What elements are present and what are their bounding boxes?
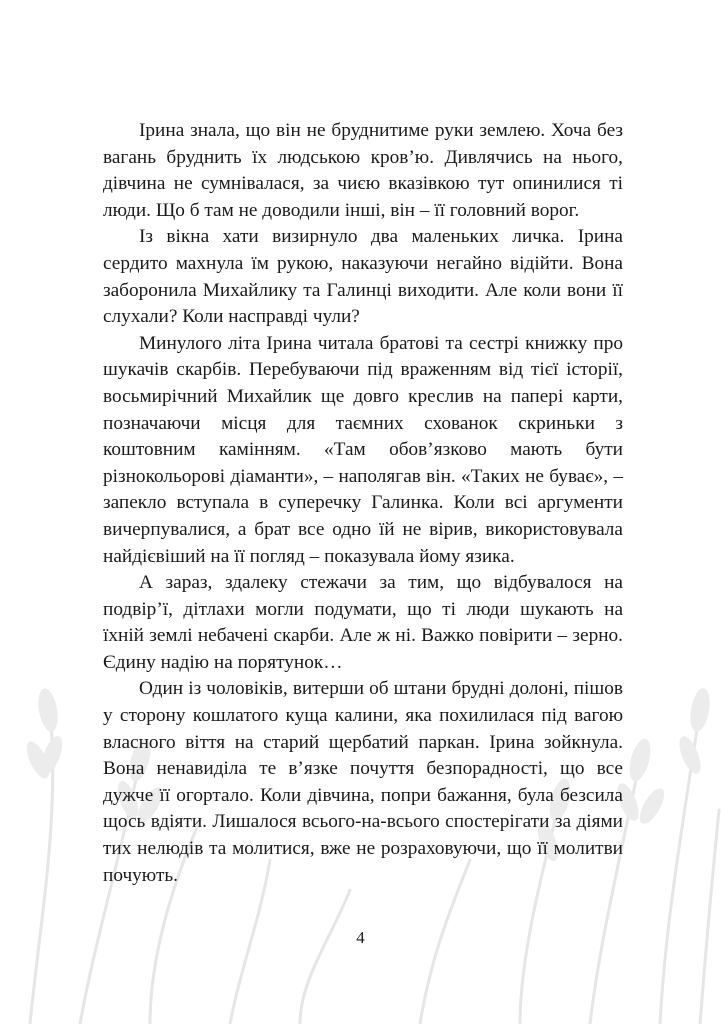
paragraph: Минулого літа Ірина читала братові та сестрі книжку про шукачів скарбів. Перебуваючи під враженням від тієї історії, восьмирічний Михайлик ще довго креслив на папері карти, позначаючи місця для таємних схованок скриньки з коштовним камінням. «Там обов’язково мають бути різнокольорові діаманти», – наполягав він. «Таких не буває», – запекло вступала в суперечку Галинка. Коли всі аргументи вичерпувалися, а брат все одно їй не вірив, використовувала найдієвіший на її погляд – показувала йому язика. — [103, 332, 623, 567]
paragraph: Із вікна хати визирнуло два маленьких личка. Ірина сердито махнула їм рукою, наказуючи негайно відійти. Вона заборонила Михайлику та Галинці виходити. Але коли вони її слухали? Коли насправді чули? — [103, 226, 623, 328]
main-text — [103, 118, 623, 889]
paragraph: Один із чоловіків, витерши об штани брудні долоні, пішов у сторону кошлатого куща калини, яка похилилася під вагою власного віття на старий щербатий паркан. Ірина зойкнула. Вона ненавиділа те в’язке почуття безпорадності, що все дужче її огортало. Коли дівчина, попри бажання, була безсила щось вдіяти. Лишалося всього-на-всього спостерігати за діями тих нелюдів та молитися, вже не розраховуючи, що її молитви почують. — [103, 678, 623, 886]
page-number: 4 — [356, 928, 365, 947]
paragraph: А зараз, здалеку стежачи за тим, що відбувалося на подвір’ї, дітлахи могли подумати, що ті люди шукають на їхній землі небачені скарби. Але ж ні. Важко повірити – зерно. Єдину надію на порятунок… — [103, 572, 623, 673]
paragraph: Ірина знала, що він не бруднитиме руки землею. Хоча без вагань бруднить їх людською кров’ю. Дивлячись на нього, дівчина не сумнівалася, за чиєю вказівкою тут опинилися ті люди. Що б там не доводили інші, він – її головний ворог. — [103, 120, 623, 221]
